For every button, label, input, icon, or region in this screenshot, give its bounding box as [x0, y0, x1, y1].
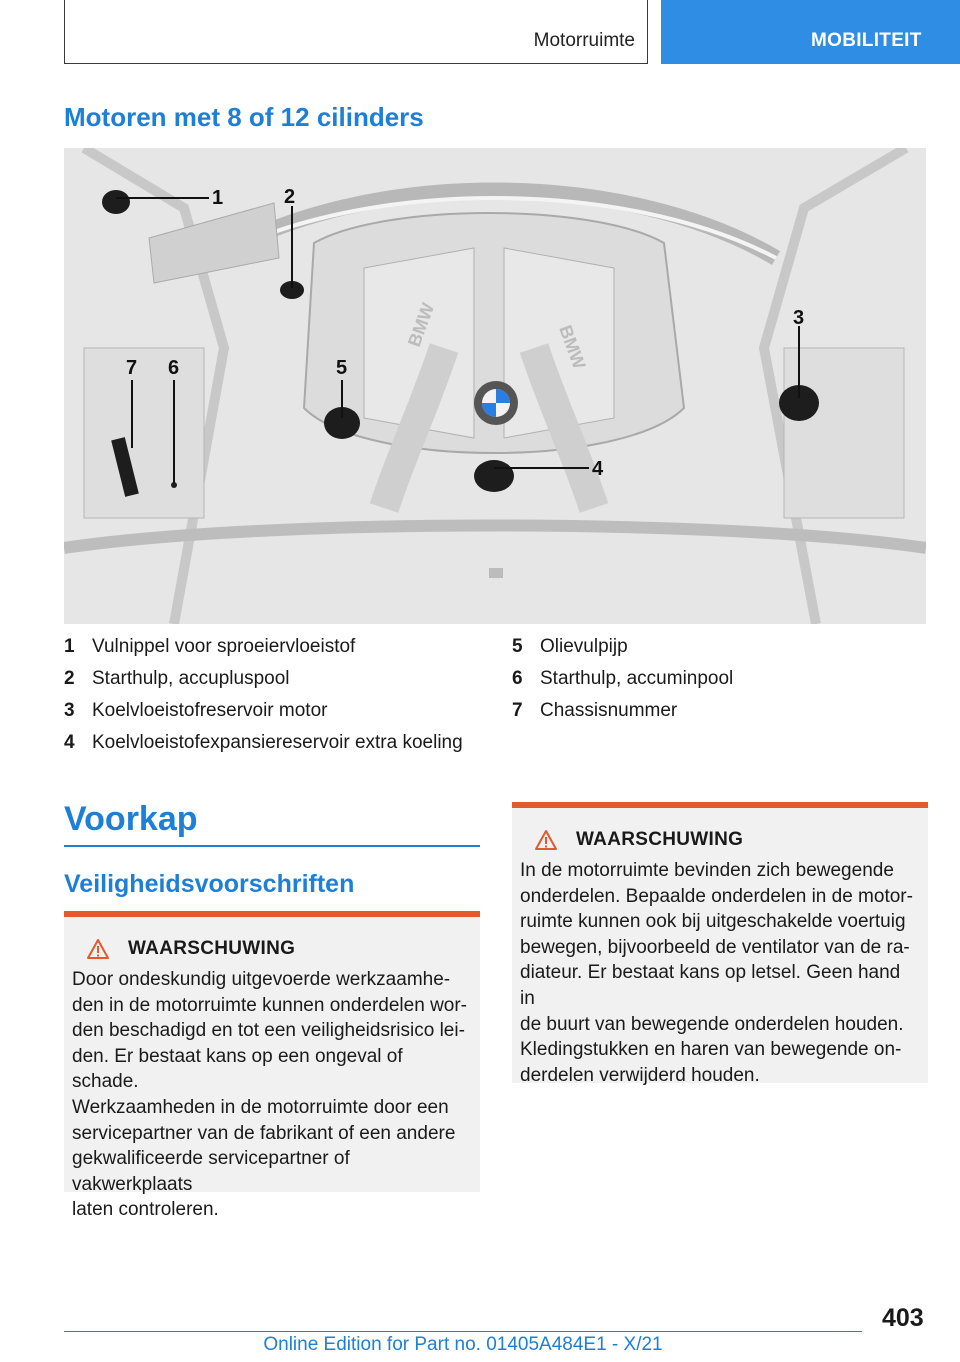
- legend-number: 1: [64, 636, 75, 657]
- warning-line: Door ondeskundig uitgevoerde werkzaamhe‐: [72, 969, 451, 990]
- legend-number: 5: [512, 636, 523, 657]
- warning-text: [520, 858, 920, 1088]
- legend-number: 3: [64, 700, 75, 721]
- header-chapter-tab: [661, 0, 960, 64]
- footer-divider: [64, 1331, 862, 1332]
- engine-bay-drawing: [64, 148, 926, 624]
- warning-line: bewegen, bijvoorbeeld de ventilator van de ra‐: [520, 936, 910, 958]
- engine-bay-illustration: [64, 148, 926, 624]
- warning-triangle-icon: [86, 938, 110, 960]
- section-divider: [64, 845, 480, 847]
- warning-line: derdelen verwijderd houden.: [520, 1064, 760, 1086]
- warning-line: laten controleren.: [72, 1199, 219, 1221]
- callout-3: 3: [793, 307, 805, 329]
- svg-text:BMW: BMW: [555, 322, 590, 372]
- page-heading: Motoren met 8 of 12 cilinders: [64, 102, 424, 132]
- header-chapter-title: MOBILITEIT: [811, 30, 922, 51]
- page-number: 403: [882, 1304, 924, 1332]
- warning-line: diateur. Er bestaat kans op letsel. Geen hand in: [520, 962, 901, 1009]
- callout-1: 1: [212, 187, 224, 209]
- section-title: Voorkap: [64, 800, 198, 838]
- footer-edition-text: Online Edition for Part no. 01405A484E1 - X/21: [263, 1334, 663, 1355]
- legend-item: [512, 636, 926, 668]
- legend-text: Olievulpijp: [540, 636, 628, 657]
- callout-5: 5: [336, 357, 348, 379]
- warning-header: [534, 826, 920, 854]
- warning-text: [72, 967, 472, 1223]
- warning-line: Kledingstukken en haren van bewegende on‐: [520, 1039, 902, 1061]
- warning-line: Werkzaamheden in de motorruimte door een: [72, 1096, 449, 1118]
- warning-title: WAARSCHUWING: [128, 938, 296, 959]
- warning-title: WAARSCHUWING: [576, 829, 744, 850]
- callout-7: 7: [126, 357, 138, 379]
- subsection-title: Veiligheidsvoorschriften: [64, 870, 355, 898]
- legend-item: [512, 700, 926, 732]
- cap-expansion-reservoir: [474, 460, 514, 492]
- legend-text: Starthulp, accupluspool: [92, 668, 290, 689]
- legend-text: Vulnippel voor sproeiervloeistof: [92, 636, 356, 657]
- header-section-title: Motorruimte: [533, 30, 635, 51]
- warning-box: [512, 802, 928, 1086]
- warning-header: [86, 935, 472, 963]
- callout-2: 2: [284, 186, 296, 208]
- legend-number: 2: [64, 668, 75, 689]
- legend-item: [64, 636, 484, 668]
- warning-line: den beschadigd en tot een veiligheidsrisico lei‐: [72, 1020, 465, 1042]
- legend-item: [64, 732, 484, 764]
- legend-text: Chassisnummer: [540, 700, 678, 721]
- legend-item: [64, 668, 484, 700]
- legend-number: 4: [64, 732, 75, 753]
- legend-text: Koelvloeistofexpansiereservoir extra koeling: [92, 732, 463, 753]
- legend-number: 6: [512, 668, 523, 689]
- legend-right: [512, 636, 926, 732]
- legend-item: [512, 668, 926, 700]
- callout-6: 6: [168, 357, 180, 379]
- warning-line: den in de motorruimte kunnen onderdelen wor‐: [72, 994, 468, 1016]
- svg-text:BMW: BMW: [403, 300, 439, 350]
- warning-line: onderdelen. Bepaalde onderdelen in de motor‐: [520, 885, 913, 907]
- legend-item: [64, 700, 484, 732]
- legend-text: Starthulp, accuminpool: [540, 668, 734, 689]
- header-section-box: [64, 0, 648, 64]
- warning-line: In de motorruimte bevinden zich bewegende: [520, 860, 894, 881]
- warning-box: [64, 911, 480, 1221]
- warning-line: ruimte kunnen ook bij uitgeschakelde voertuig: [520, 911, 906, 933]
- cap-washer-fluid: [102, 190, 130, 214]
- callout-4: 4: [592, 458, 604, 480]
- warning-triangle-icon: [534, 829, 558, 851]
- warning-line: den. Er bestaat kans op een ongeval of schade.: [72, 1045, 403, 1093]
- warning-line: servicepartner van de fabrikant of een andere: [72, 1122, 456, 1144]
- legend-text: Koelvloeistofreservoir motor: [92, 700, 328, 721]
- warning-line: de buurt van bewegende onderdelen houden.: [520, 1013, 904, 1035]
- legend-left: [64, 636, 484, 764]
- legend-number: 7: [512, 700, 523, 721]
- warning-line: gekwalificeerde servicepartner of vakwerkplaats: [72, 1148, 350, 1195]
